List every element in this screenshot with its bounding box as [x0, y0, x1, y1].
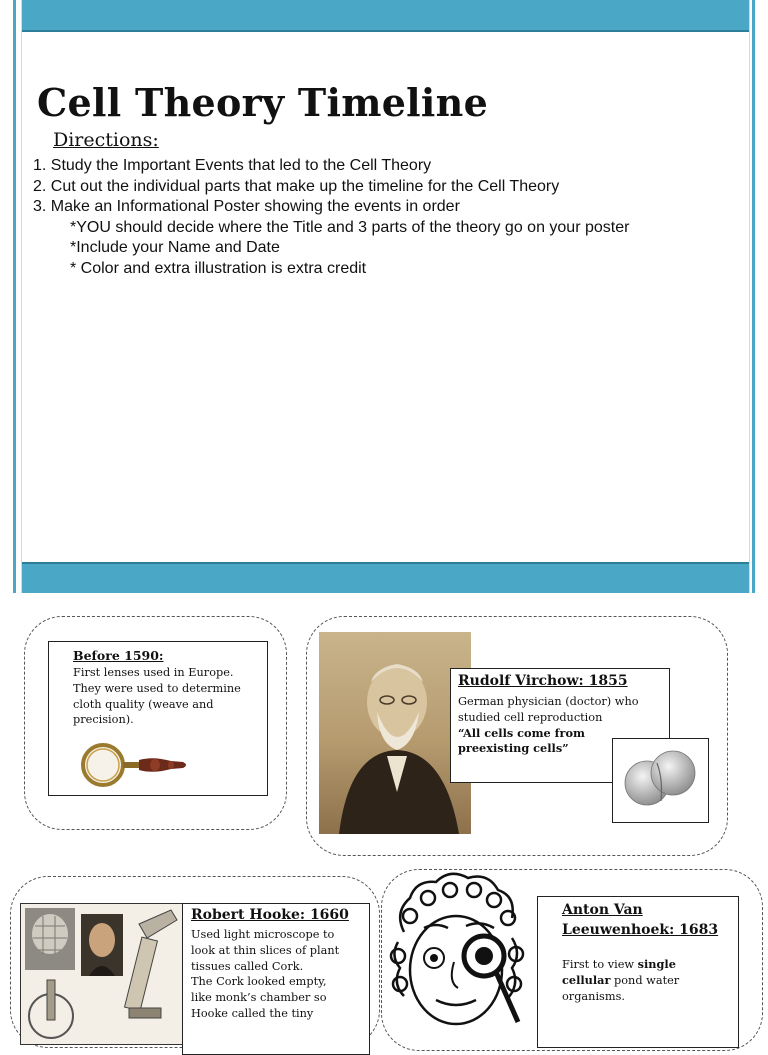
quote-line: “All cells come from	[458, 725, 585, 740]
event-heading: Robert Hooke: 1660	[191, 907, 349, 923]
heading-line: Anton Van	[562, 902, 643, 918]
text-line: They were used to determine	[73, 681, 241, 695]
slide-top-bar	[22, 0, 749, 32]
text-line: First lenses used in Europe.	[73, 666, 234, 679]
page-title: Cell Theory Timeline	[37, 80, 489, 125]
direction-subitem: *YOU should decide where the Title and 3 parts of the theory go on your poster	[70, 218, 630, 236]
magnifying-glass-icon	[75, 742, 195, 788]
bold-term: cellular	[562, 972, 611, 987]
event-description	[73, 665, 241, 728]
text-line	[562, 973, 679, 989]
slide-edge-left	[13, 0, 16, 593]
card-hooke	[10, 876, 380, 1048]
text-span: First to view	[562, 958, 638, 971]
card-before-1590	[24, 616, 287, 830]
title-slide	[21, 0, 750, 593]
text-line: precision).	[73, 713, 134, 727]
event-box-lenses	[48, 641, 268, 796]
text-line: cloth quality (weave and	[73, 697, 214, 711]
slide-bottom-bar	[22, 562, 749, 593]
text-line: organisms.	[562, 989, 625, 1003]
bold-term: single	[637, 957, 676, 971]
event-description	[562, 957, 679, 1004]
text-line: The Cork looked empty,	[191, 975, 327, 989]
text-line	[562, 957, 679, 973]
dividing-cell-icon	[612, 738, 709, 823]
text-line: tissues called Cork.	[191, 959, 304, 973]
directions-list	[33, 156, 629, 279]
event-heading	[562, 900, 718, 940]
slide-edge-right	[752, 0, 755, 593]
event-heading: Rudolf Virchow: 1855	[458, 673, 628, 689]
direction-item: 3. Make an Informational Poster showing the events in order	[33, 198, 460, 215]
direction-item: 1. Study the Important Events that led to the Cell Theory	[33, 157, 432, 174]
text-line: Hooke called the tiny	[191, 1006, 314, 1020]
text-line: studied cell reproduction	[458, 710, 603, 724]
direction-subitem: *Include your Name and Date	[70, 239, 280, 256]
event-box-leeuwenhoek	[537, 896, 739, 1048]
text-span: pond water	[610, 973, 680, 987]
direction-subitem: * Color and extra illustration is extra credit	[70, 259, 367, 277]
text-line: Used light microscope to	[191, 928, 335, 941]
text-line: look at thin slices of plant	[191, 943, 340, 957]
card-virchow	[306, 616, 728, 856]
directions-heading: Directions:	[53, 129, 159, 151]
cartoon-portrait-icon	[384, 872, 534, 1042]
text-line: German physician (doctor) who	[458, 695, 639, 708]
event-heading: Before 1590:	[73, 648, 164, 663]
event-description	[191, 927, 339, 1022]
event-box-hooke	[182, 903, 370, 1055]
text-line: like monk’s chamber so	[191, 991, 327, 1005]
heading-line: Leeuwenhoek: 1683	[562, 922, 719, 938]
direction-item: 2. Cut out the individual parts that make up the timeline for the Cell Theory	[33, 177, 560, 195]
quote-line: preexisting cells”	[458, 741, 569, 756]
portrait-icon	[319, 632, 471, 834]
